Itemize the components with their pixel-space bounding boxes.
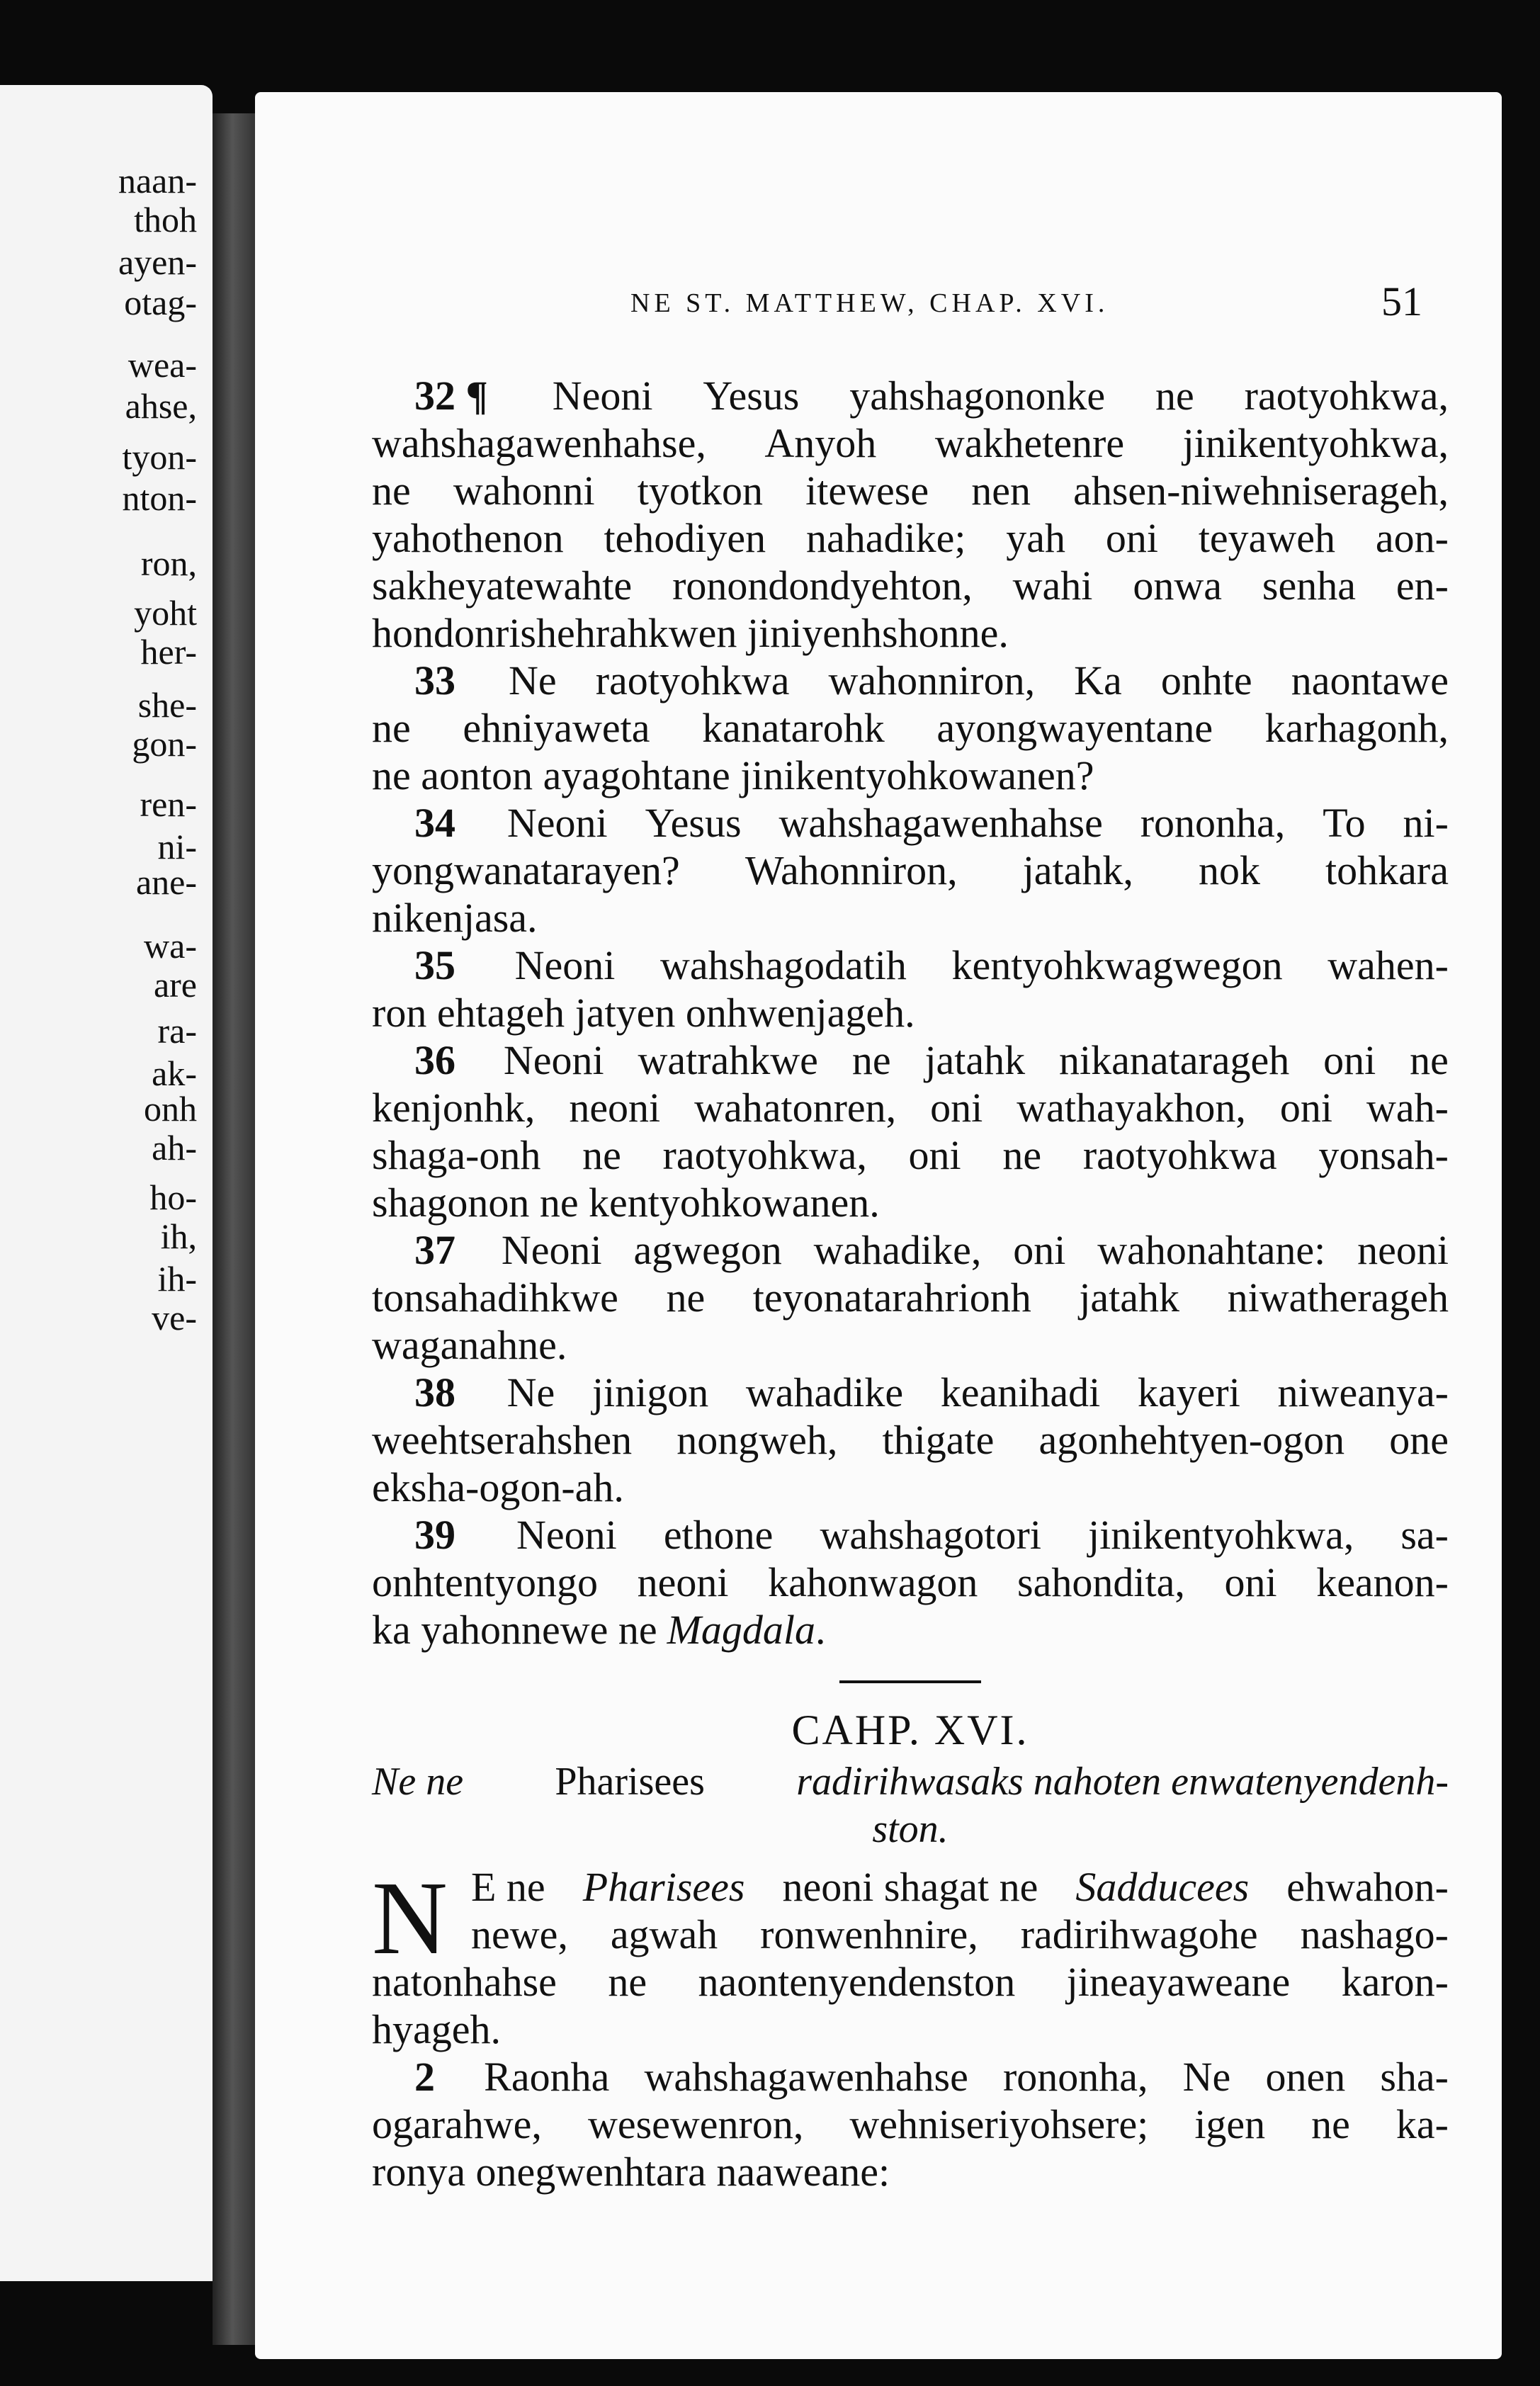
word: thigate — [882, 1417, 995, 1463]
drop-cap: N — [372, 1860, 448, 1977]
left-page-fragment: wa- — [144, 926, 197, 966]
verse — [372, 657, 1449, 799]
word: ronondondyehton, — [672, 562, 973, 609]
word: neoni — [1357, 1227, 1449, 1273]
verse-line — [372, 1369, 1449, 1416]
word: yonsah- — [1318, 1132, 1449, 1178]
verse-text: nikenjasa. — [372, 895, 538, 941]
verse-line — [372, 657, 1449, 704]
word: raotyohkwa — [595, 657, 790, 703]
verse-line — [372, 1606, 1449, 1653]
word: yah — [1006, 515, 1066, 561]
word: sahondita, — [1017, 1559, 1185, 1605]
word: ne — [1410, 1037, 1449, 1083]
word: Neoni — [552, 373, 653, 419]
word: wahshagawenhahse — [644, 2054, 968, 2100]
verse-line — [372, 1084, 1449, 1131]
verse-line — [372, 894, 1449, 942]
left-page-fragment: ho- — [149, 1177, 197, 1217]
word: ahsen-niwehniserageh, — [1073, 468, 1449, 514]
verse-line — [372, 1036, 1449, 1084]
verse-text: E ne — [471, 1864, 545, 1910]
summary-line — [372, 1758, 1449, 1806]
verse-line — [372, 419, 1449, 467]
word: wahonahtane: — [1097, 1227, 1326, 1273]
left-page-fragment: ak- — [152, 1053, 197, 1093]
left-page-fragment: ron, — [140, 543, 197, 583]
word: tonsahadihkwe — [372, 1274, 618, 1321]
word: naontawe — [1291, 657, 1449, 703]
page-number: 51 — [1381, 278, 1422, 324]
left-page-fragment: ayen- — [118, 242, 197, 282]
left-page-fragment: her- — [140, 632, 197, 672]
verse-text: ka yahonnewe ne — [372, 1607, 657, 1653]
word: yahshagononke — [849, 373, 1106, 419]
word: keanon- — [1316, 1559, 1449, 1605]
word: weehtserahshen — [372, 1417, 633, 1463]
verse-text: ne aonton ayagohtane jinikentyohkowanen? — [372, 752, 1094, 798]
word: sakheyatewahte — [372, 562, 633, 609]
verse-line — [372, 2053, 1449, 2101]
word: jatahk, — [1022, 847, 1133, 893]
verse-line — [372, 1559, 1449, 1606]
verse-line — [372, 467, 1449, 514]
verse-line — [372, 1274, 1449, 1321]
word: wesewenron, — [587, 2101, 804, 2147]
word: nahadike; — [805, 515, 966, 561]
word: ni- — [1403, 800, 1449, 846]
verse-text: hyageh. — [372, 2006, 501, 2052]
word: shaga-onh — [372, 1132, 541, 1178]
word: newe, — [471, 1911, 568, 1957]
left-page-fragment: ni- — [157, 827, 197, 866]
word: wathayakhon, — [1017, 1085, 1246, 1131]
word: onhte — [1160, 657, 1252, 703]
word: jinikentyohkwa, — [1087, 1512, 1354, 1558]
section-rule — [839, 1680, 981, 1683]
verse — [372, 1226, 1449, 1369]
verse-line — [372, 752, 1449, 799]
verse-number: 32 ¶ — [414, 373, 488, 419]
word: Ne — [509, 657, 557, 703]
word: kentyohkwagwegon — [951, 942, 1283, 988]
word: kahonwagon — [768, 1559, 978, 1605]
word: wahadike, — [813, 1227, 982, 1273]
word: jatahk — [1079, 1274, 1180, 1321]
verse-line — [372, 1958, 1449, 2006]
verse-number: 35 — [414, 942, 455, 988]
word: wahshagawenhahse — [779, 800, 1103, 846]
word: wahonniron, — [828, 657, 1036, 703]
verse-line — [372, 514, 1449, 562]
word: niweanya- — [1277, 1369, 1449, 1415]
word: ne — [851, 1037, 891, 1083]
verse-text: ron ehtageh jatyen onhwenjageh. — [372, 990, 915, 1036]
word: Ne — [1182, 2054, 1231, 2100]
word: Neoni — [501, 1227, 602, 1273]
word: onwa — [1133, 562, 1222, 609]
verse-number: 36 — [414, 1037, 455, 1083]
word: raotyohkwa, — [662, 1132, 867, 1178]
verse-number: 33 — [414, 657, 455, 703]
word: ne — [608, 1959, 647, 2005]
word: wah- — [1366, 1085, 1449, 1131]
left-page-fragment: ren- — [140, 784, 197, 824]
verse-line — [372, 704, 1449, 752]
word: wahshagawenhahse, — [372, 420, 706, 466]
summary-part: Pharisees — [555, 1760, 705, 1804]
verse — [372, 1511, 1449, 1653]
verse-line — [372, 609, 1449, 657]
left-facing-page — [0, 85, 213, 2281]
word: jineayaweane — [1066, 1959, 1291, 2005]
word: Neoni — [506, 800, 608, 846]
left-page-fragment: onh — [144, 1089, 197, 1129]
word: oni — [1105, 515, 1158, 561]
word: wahadike — [745, 1369, 904, 1415]
verse-text: eksha-ogon-ah. — [372, 1464, 624, 1510]
verse-number: 39 — [414, 1512, 455, 1558]
verse-line — [372, 1911, 1449, 1958]
left-page-fragment: she- — [137, 685, 197, 725]
verse-line — [372, 847, 1449, 894]
verse-line — [372, 372, 1449, 419]
word: oni — [930, 1085, 983, 1131]
verse-line — [372, 799, 1449, 847]
word: ka- — [1395, 2101, 1449, 2147]
word: keanihadi — [940, 1369, 1101, 1415]
word: ne — [666, 1274, 706, 1321]
verse-line — [372, 942, 1449, 989]
word: ogarahwe, — [372, 2101, 542, 2147]
word: radirihwagohe — [1020, 1911, 1258, 1957]
verse-text: hondonrishehrahkwen jiniyenhshonne. — [372, 610, 1009, 656]
verse — [372, 372, 1449, 657]
word: one — [1389, 1417, 1449, 1463]
word: tyotkon — [637, 468, 764, 514]
word: Ne — [506, 1369, 555, 1415]
left-page-fragment: thoh — [134, 200, 197, 239]
summary-line — [372, 1806, 1449, 1853]
word: tohkara — [1325, 847, 1449, 893]
verse — [372, 942, 1449, 1036]
word: wehniseriyohsere; — [849, 2101, 1149, 2147]
word: natonhahse — [372, 1959, 557, 2005]
word: ne — [582, 1132, 621, 1178]
word: oni — [1224, 1559, 1277, 1605]
word: ne — [372, 468, 411, 514]
word: nen — [971, 468, 1031, 514]
word: ne — [1155, 373, 1194, 419]
word: kanatarohk — [702, 705, 885, 751]
word: senha — [1262, 562, 1356, 609]
word: oni — [1013, 1227, 1066, 1273]
word: agonhehtyen-ogon — [1038, 1417, 1345, 1463]
verse-line — [372, 2101, 1449, 2148]
word: oni — [1323, 1037, 1376, 1083]
verse-line — [372, 1511, 1449, 1559]
word: kayeri — [1137, 1369, 1240, 1415]
left-page-fragment: naan- — [118, 161, 197, 200]
chapter-16-verse-1 — [372, 1860, 1449, 2053]
word: nikanatarageh — [1059, 1037, 1290, 1083]
verse — [372, 799, 1449, 942]
word: ne — [1002, 1132, 1042, 1178]
word: neoni — [637, 1559, 729, 1605]
verse-line — [372, 1863, 1449, 1911]
word: niwatherageh — [1227, 1274, 1449, 1321]
verse-text: ehwahon- — [1286, 1864, 1449, 1910]
word: yongwanatarayen? — [372, 847, 680, 893]
word: raotyohkwa — [1082, 1132, 1277, 1178]
page-body — [372, 372, 1449, 2195]
running-title: NE ST. MATTHEW, CHAP. XVI. — [630, 288, 1109, 318]
word: karhagonh, — [1264, 705, 1449, 751]
verse-text: shagonon ne kentyohkowanen. — [372, 1180, 880, 1226]
verse-number: 37 — [414, 1227, 455, 1273]
word: rononha, — [1140, 800, 1286, 846]
word: watrahkwe — [638, 1037, 818, 1083]
word: raotyohkwa, — [1244, 373, 1449, 419]
chapter-15-verses — [372, 372, 1449, 1653]
word: igen — [1194, 2101, 1266, 2147]
verse-line — [372, 562, 1449, 609]
verse-number: 2 — [414, 2054, 435, 2100]
word: kenjonhk, — [372, 1085, 536, 1131]
word: nongweh, — [676, 1417, 838, 1463]
word: sha- — [1380, 2054, 1449, 2100]
word: Yesus — [703, 373, 800, 419]
left-page-fragment: tyon- — [122, 437, 197, 477]
word: wahshagodatih — [660, 942, 907, 988]
word: ronwenhnire, — [760, 1911, 978, 1957]
word: ayongwayentane — [936, 705, 1213, 751]
word: wahatonren, — [694, 1085, 897, 1131]
verse-number: 38 — [414, 1369, 455, 1415]
word: oni — [1279, 1085, 1333, 1131]
verse-line — [372, 1416, 1449, 1464]
word: yahothenon — [372, 515, 564, 561]
word: To — [1323, 800, 1366, 846]
word: teyonatarahrionh — [752, 1274, 1031, 1321]
left-page-fragment: otag- — [124, 283, 197, 322]
verse-line — [372, 1226, 1449, 1274]
left-page-fragment: ahse, — [125, 386, 197, 426]
summary-part: Ne ne — [372, 1760, 464, 1804]
word: onhtentyongo — [372, 1559, 598, 1605]
word: nok — [1198, 847, 1260, 893]
left-page-fragment: ra- — [157, 1011, 197, 1051]
verse-line — [372, 1131, 1449, 1179]
verse-text: waganahne. — [372, 1322, 567, 1368]
verse — [372, 1036, 1449, 1226]
word: jatahk — [924, 1037, 1026, 1083]
verse-line — [372, 1321, 1449, 1369]
word: en- — [1395, 562, 1449, 609]
word: ne — [372, 705, 411, 751]
word: naontenyendenston — [698, 1959, 1016, 2005]
verse-line — [372, 1464, 1449, 1511]
word: wahshagotori — [820, 1512, 1041, 1558]
left-page-fragment: are — [153, 965, 197, 1005]
word: rononha, — [1002, 2054, 1148, 2100]
word: Wahonniron, — [744, 847, 958, 893]
chapter-heading: CAHP. XVI. — [791, 1707, 1029, 1753]
word: Neoni — [516, 1512, 617, 1558]
word: wahen- — [1327, 942, 1449, 988]
word: karon- — [1341, 1959, 1449, 2005]
verse-text: Sadducees — [1075, 1864, 1250, 1910]
word: wahi — [1012, 562, 1093, 609]
left-page-fragment: ane- — [135, 862, 197, 902]
main-page — [255, 92, 1502, 2359]
word: tehodiyen — [604, 515, 766, 561]
word: itewese — [805, 468, 929, 514]
word: Raonha — [484, 2054, 610, 2100]
word: agwegon — [633, 1227, 782, 1273]
word: ehniyaweta — [463, 705, 650, 751]
word: onen — [1265, 2054, 1346, 2100]
chapter-summary — [372, 1758, 1449, 1853]
verse-line — [372, 2148, 1449, 2195]
word: Neoni — [514, 942, 616, 988]
word: jinigon — [591, 1369, 709, 1415]
word: neoni — [569, 1085, 661, 1131]
word: Ka — [1074, 657, 1122, 703]
verse-number: 34 — [414, 800, 455, 846]
left-page-fragment: ih- — [157, 1259, 197, 1299]
verse-line — [372, 1179, 1449, 1226]
word: aon- — [1375, 515, 1449, 561]
summary-part: radirihwasaks nahoten enwatenyendenh- — [796, 1760, 1449, 1804]
word: oni — [908, 1132, 961, 1178]
word: ne — [1311, 2101, 1350, 2147]
word: ethone — [663, 1512, 774, 1558]
chapter-16-verse-2 — [372, 2053, 1449, 2195]
left-page-fragment: yoht — [134, 593, 197, 633]
verse — [372, 1369, 1449, 1511]
word: teyaweh — [1198, 515, 1336, 561]
left-page-fragment: ve- — [152, 1298, 197, 1338]
verse-text: . — [815, 1607, 826, 1653]
word: Neoni — [503, 1037, 604, 1083]
verse-line — [372, 989, 1449, 1036]
word: nashago- — [1300, 1911, 1449, 1957]
word: Yesus — [645, 800, 742, 846]
verse-text: Pharisees — [582, 1864, 745, 1910]
left-page-fragment: gon- — [132, 724, 197, 764]
verse-text: ronya onegwenhtara naaweane: — [372, 2149, 890, 2195]
left-page-fragment: nton- — [122, 478, 197, 518]
verse-line — [372, 2006, 1449, 2053]
word: wahonni — [453, 468, 595, 514]
word: wakhetenre — [934, 420, 1125, 466]
summary-part: ston. — [872, 1807, 949, 1851]
word: Anyoh — [764, 420, 877, 466]
word: sa- — [1400, 1512, 1449, 1558]
left-page-fragment: wea- — [128, 345, 197, 385]
left-page-fragment: ih, — [160, 1216, 197, 1256]
verse-text: Magdala — [667, 1607, 816, 1653]
verse-text: neoni shagat ne — [782, 1864, 1038, 1910]
left-page-fragment: ah- — [152, 1128, 197, 1167]
word: jinikentyohkwa, — [1182, 420, 1449, 466]
word: agwah — [610, 1911, 718, 1957]
